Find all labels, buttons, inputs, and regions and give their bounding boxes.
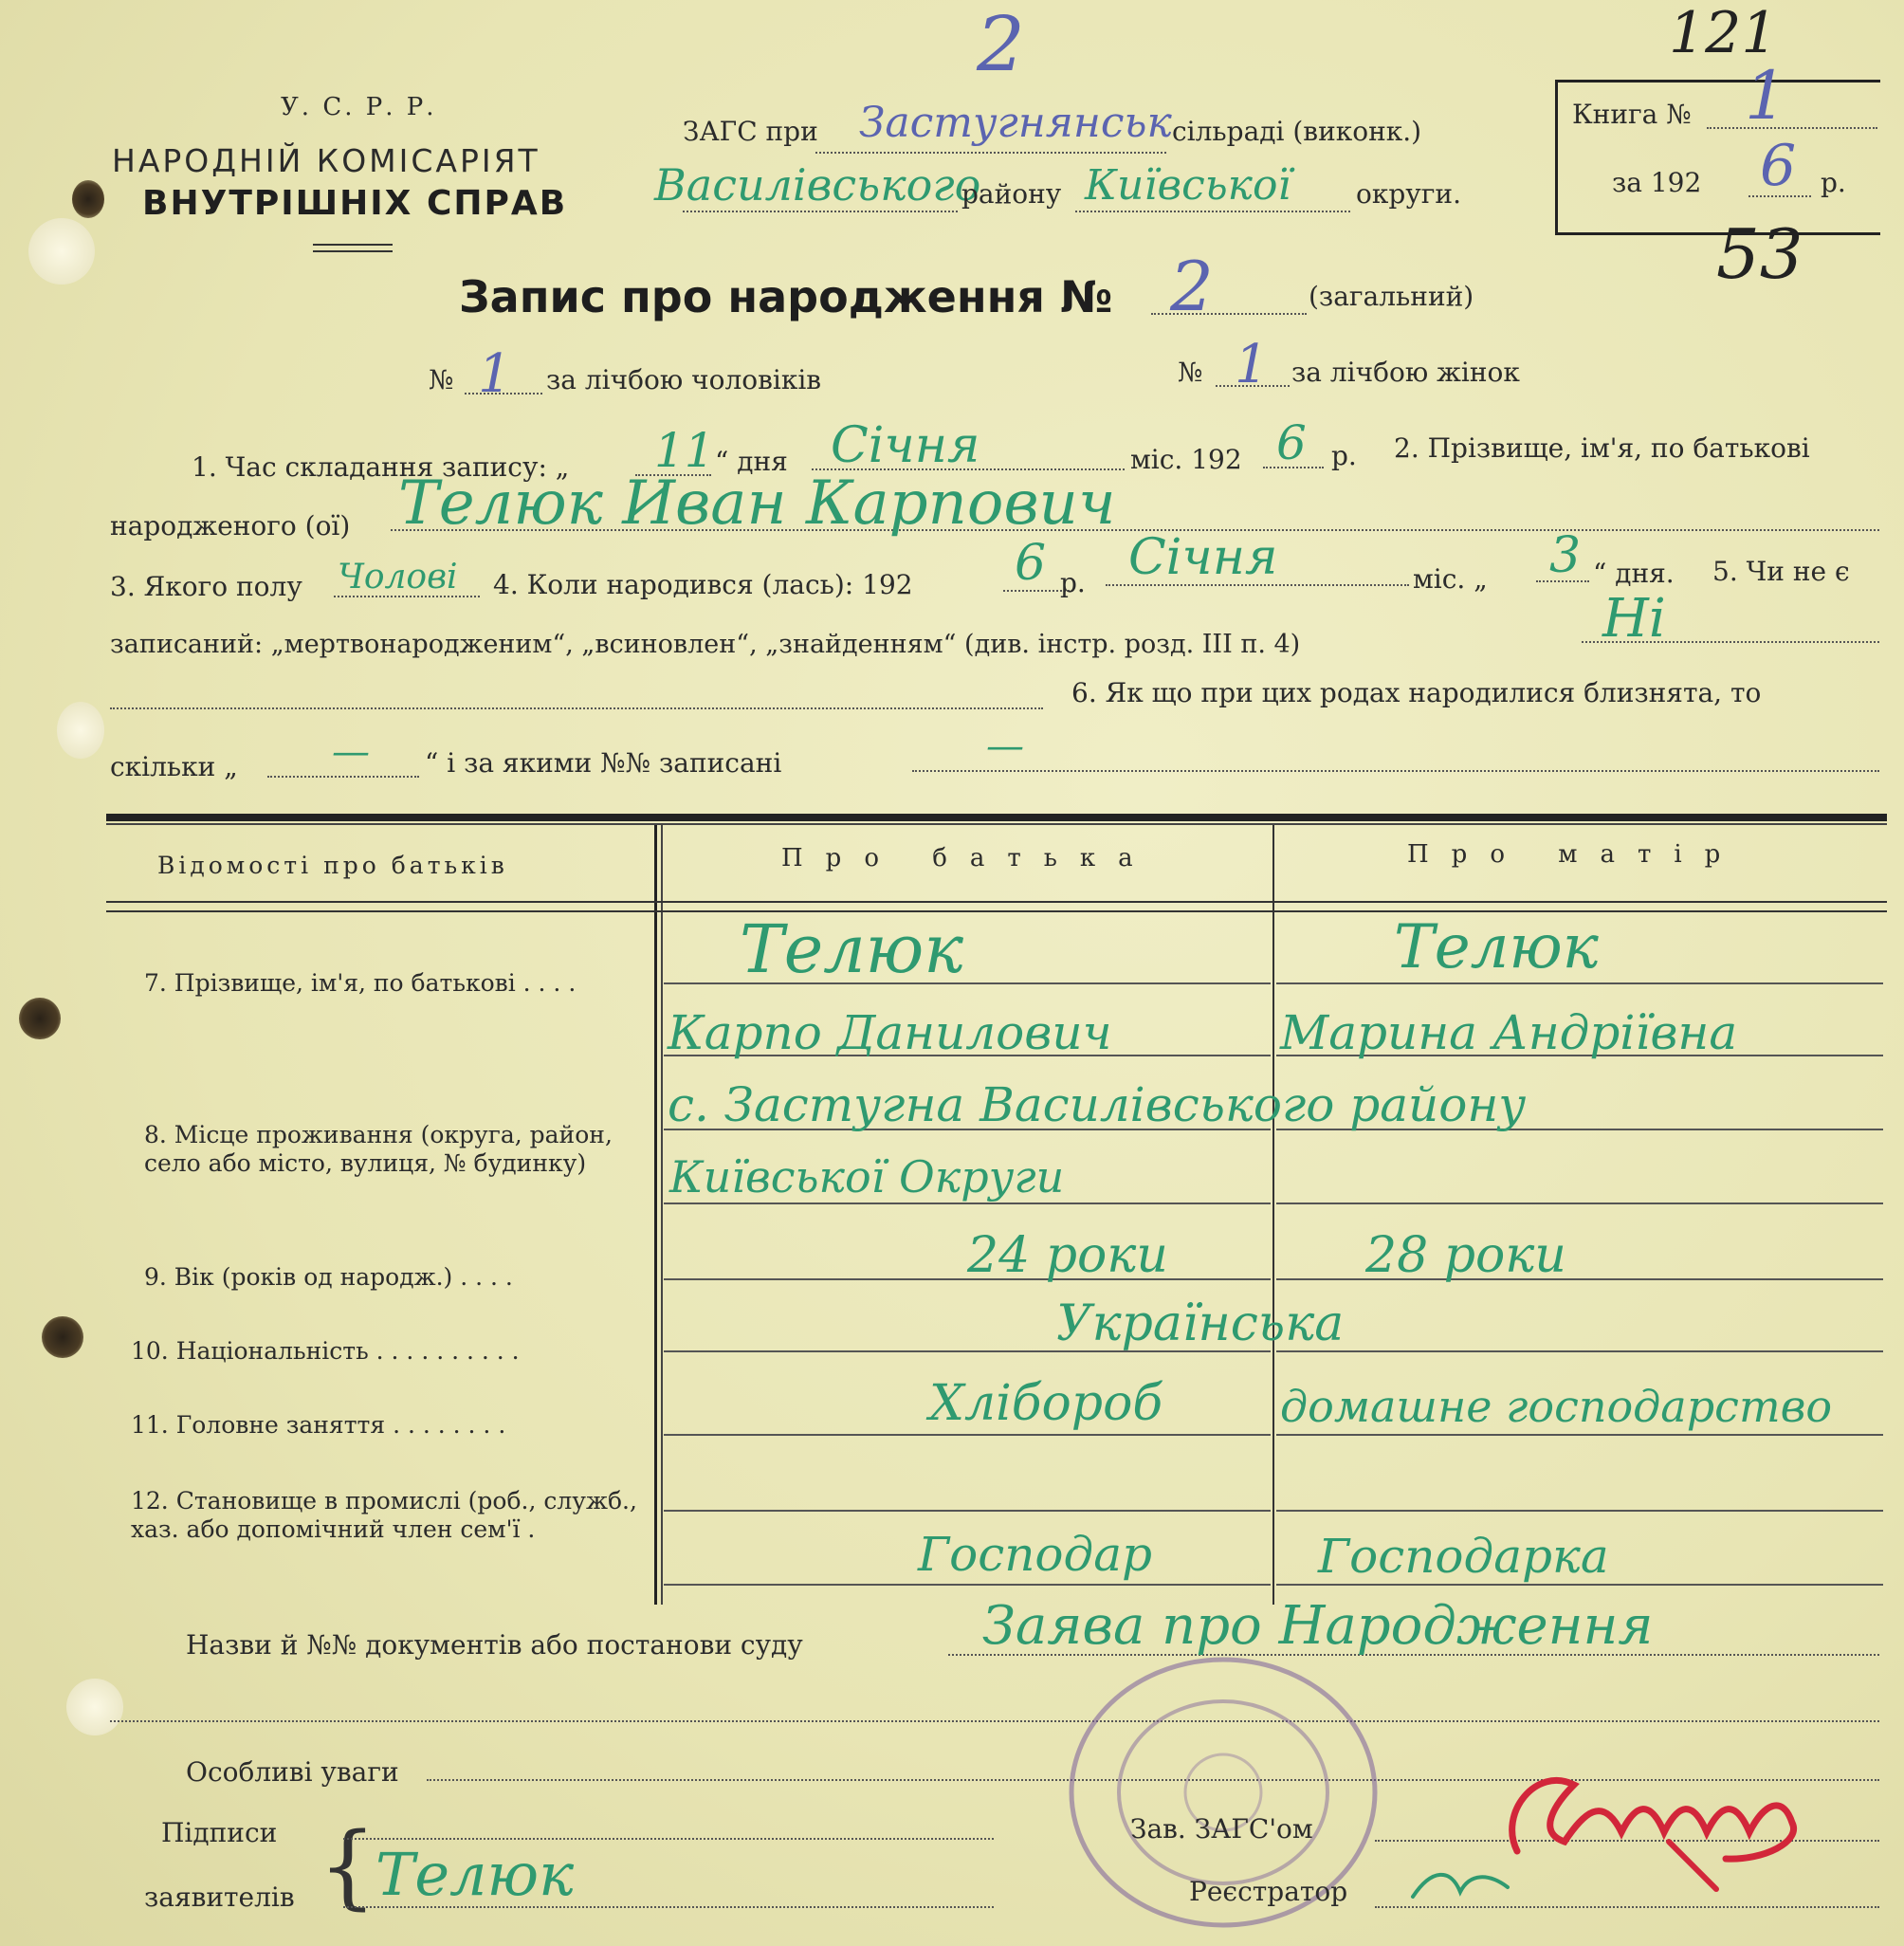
district-value: Василівського <box>654 159 981 211</box>
table-col-divider <box>661 825 663 1605</box>
documents-value: Заява про Народження <box>982 1595 1654 1657</box>
header-divider <box>313 250 393 252</box>
row-line <box>1276 1202 1883 1204</box>
col-header-parents: Відомості про батьків <box>157 852 508 879</box>
women-count-label: за лічбою жінок <box>1291 357 1520 388</box>
field-6-numbers-line <box>912 770 1879 772</box>
documents-label: Назви й №№ документів або постанови суду <box>186 1629 803 1661</box>
zags-suffix: сільраді (виконк.) <box>1172 116 1422 147</box>
ministry-title: ВНУТРІШНІХ СПРАВ <box>142 184 568 223</box>
row-7-label: 7. Прізвище, ім'я, по батькові . . . . <box>144 969 577 997</box>
row-line <box>664 1510 1271 1512</box>
field-2-label-cont: народженого (ої) <box>110 510 351 542</box>
field-6-numbers-label: “ і за якими №№ записані <box>425 747 782 779</box>
mother-age: 28 роки <box>1365 1227 1566 1284</box>
okrug-label: округи. <box>1356 178 1461 210</box>
signature-brace: { <box>319 1813 377 1919</box>
field-6-label-cont: скільки „ <box>110 751 238 782</box>
table-col-divider <box>654 825 657 1605</box>
field-1-year-label: міс. 192 <box>1130 444 1242 475</box>
zags-label: ЗАГС при <box>683 116 818 147</box>
row-12-label: 12. Становище в промислі (роб., служб., хаз. або допомічний член сем'ї . <box>131 1487 637 1543</box>
field-4-label: 4. Коли народився (лась): 192 <box>493 569 913 600</box>
col-header-mother: Про матір <box>1407 840 1744 869</box>
women-number-sign: № <box>1178 357 1203 388</box>
table-col-divider <box>1272 825 1274 1605</box>
field-4-day-suffix: “ дня. <box>1593 558 1675 589</box>
field-3-value: Чолові <box>338 558 458 597</box>
registrar-label: Реєстратор <box>1189 1876 1348 1907</box>
field-6-numbers-value: — <box>986 725 1024 768</box>
okrug-line <box>1075 211 1350 212</box>
row-line <box>1276 1584 1883 1586</box>
okrug-value: Київської <box>1085 161 1291 210</box>
state-abbrev: У. С. Р. Р. <box>281 93 437 121</box>
field-1-year: 6 <box>1276 415 1307 470</box>
paper-tear <box>28 218 95 285</box>
registrar-signature <box>1403 1859 1517 1916</box>
field-6-count-value: — <box>332 730 370 774</box>
field-1-day: 11 <box>654 423 715 478</box>
row-11-label: 11. Головне заняття . . . . . . . . <box>131 1411 506 1439</box>
book-year-suffix: р. <box>1821 167 1846 198</box>
row-line <box>1276 1434 1883 1436</box>
col-header-father: Про батька <box>781 844 1156 872</box>
father-residence-1: с. Застугна Василівського району <box>668 1077 1527 1132</box>
row-10-label: 10. Національність . . . . . . . . . . <box>131 1337 520 1365</box>
book-year-value: 6 <box>1760 133 1797 199</box>
field-5-value: Ні <box>1602 588 1666 650</box>
father-status: Господар <box>918 1527 1153 1582</box>
record-title: Запис про народження № <box>459 271 1113 322</box>
table-top-border <box>106 814 1887 821</box>
women-count-value: 1 <box>1235 334 1269 395</box>
punch-hole <box>19 998 61 1039</box>
book-line <box>1707 127 1877 129</box>
book-year-label: за 192 <box>1612 167 1702 198</box>
record-number: 2 <box>1170 247 1214 326</box>
top-number: 2 <box>977 0 1025 88</box>
mother-name: Марина Андріївна <box>1280 1005 1738 1060</box>
field-3-label: 3. Якого полу <box>110 571 302 602</box>
field-1-label: 1. Час складання запису: „ <box>192 451 570 483</box>
book-value: 1 <box>1745 57 1787 135</box>
men-count-label: за лічбою чоловіків <box>546 364 822 395</box>
paper-tear <box>57 702 104 759</box>
field-1-month: Січня <box>831 417 980 474</box>
father-age: 24 роки <box>967 1227 1168 1284</box>
punch-hole <box>72 180 104 218</box>
field-5-label: 5. Чи не є <box>1712 556 1850 587</box>
table-top-border-thin <box>106 823 1887 825</box>
record-title-suffix: (загальний) <box>1309 281 1474 312</box>
field-6-count-line <box>267 776 419 778</box>
zags-head-label: Зав. ЗАГС'ом <box>1130 1813 1313 1845</box>
men-count-value: 1 <box>478 343 512 405</box>
field-4-month: Січня <box>1128 529 1278 586</box>
zags-village-line <box>815 152 1166 154</box>
corner-number: 121 <box>1669 0 1778 66</box>
field-1-day-suffix: “ дня <box>715 446 788 477</box>
row-line <box>1276 1350 1883 1352</box>
book-number-below: 53 <box>1716 214 1803 294</box>
signatures-label: Підписи <box>161 1817 278 1848</box>
district-label: району <box>961 178 1062 210</box>
row-line <box>1276 982 1883 984</box>
field-5-label-cont: записаний: „мертвонародженим“, „всиновлен“, „знайденням“ (див. інстр. розд. III п. 4) <box>110 630 1301 659</box>
mother-surname: Телюк <box>1394 912 1599 982</box>
father-surname: Телюк <box>740 910 964 988</box>
men-number-sign: № <box>429 364 454 395</box>
punch-hole <box>42 1316 83 1358</box>
district-line <box>683 211 958 212</box>
father-occupation: Хлібороб <box>929 1375 1163 1432</box>
commissariat-title: НАРОДНІЙ КОМІСАРІЯТ <box>112 142 540 179</box>
field-4-year: 6 <box>1015 535 1047 592</box>
field-1-year-suffix: р. <box>1331 440 1357 471</box>
father-residence-2: Київської Округи <box>669 1151 1065 1202</box>
field-2-value: Телюк Иван Карпович <box>398 468 1116 539</box>
head-signature-red <box>1479 1747 1840 1899</box>
field-4-day: 3 <box>1549 527 1582 584</box>
field-2-label: 2. Прізвище, ім'я, по батькові <box>1394 432 1810 464</box>
row-8-label: 8. Місце проживання (округа, район, село або місто, вулиця, № будинку) <box>144 1121 613 1177</box>
field-5-extra-line <box>110 707 1043 709</box>
mother-occupation: домашне господарство <box>1280 1381 1833 1432</box>
zags-village-value: Застугнянськ <box>859 99 1172 147</box>
row-line <box>664 1202 1271 1204</box>
mother-status: Господарка <box>1318 1529 1609 1584</box>
field-4-mis: міс. „ <box>1413 563 1488 595</box>
row-line <box>664 1434 1271 1436</box>
table-header-border <box>106 901 1887 903</box>
table-header-border <box>106 910 1887 912</box>
book-label: Книга № <box>1572 99 1692 130</box>
field-4-r: р. <box>1060 567 1086 598</box>
nationality-value: Українська <box>1056 1295 1345 1352</box>
field-6-label: 6. Як що при цих родах народилися близнята, то <box>1071 677 1762 708</box>
notes-label: Особливі уваги <box>186 1756 399 1788</box>
row-line <box>1276 1510 1883 1512</box>
signatures-label-2: заявителів <box>144 1882 295 1913</box>
header-divider <box>313 244 393 246</box>
paper-tear <box>66 1679 123 1735</box>
father-name: Карпо Данилович <box>668 1005 1112 1060</box>
row-9-label: 9. Вік (років од народж.) . . . . <box>144 1263 513 1291</box>
applicant-signature: Телюк <box>375 1840 575 1909</box>
row-line <box>664 1584 1271 1586</box>
documents-line-2 <box>110 1720 1879 1722</box>
